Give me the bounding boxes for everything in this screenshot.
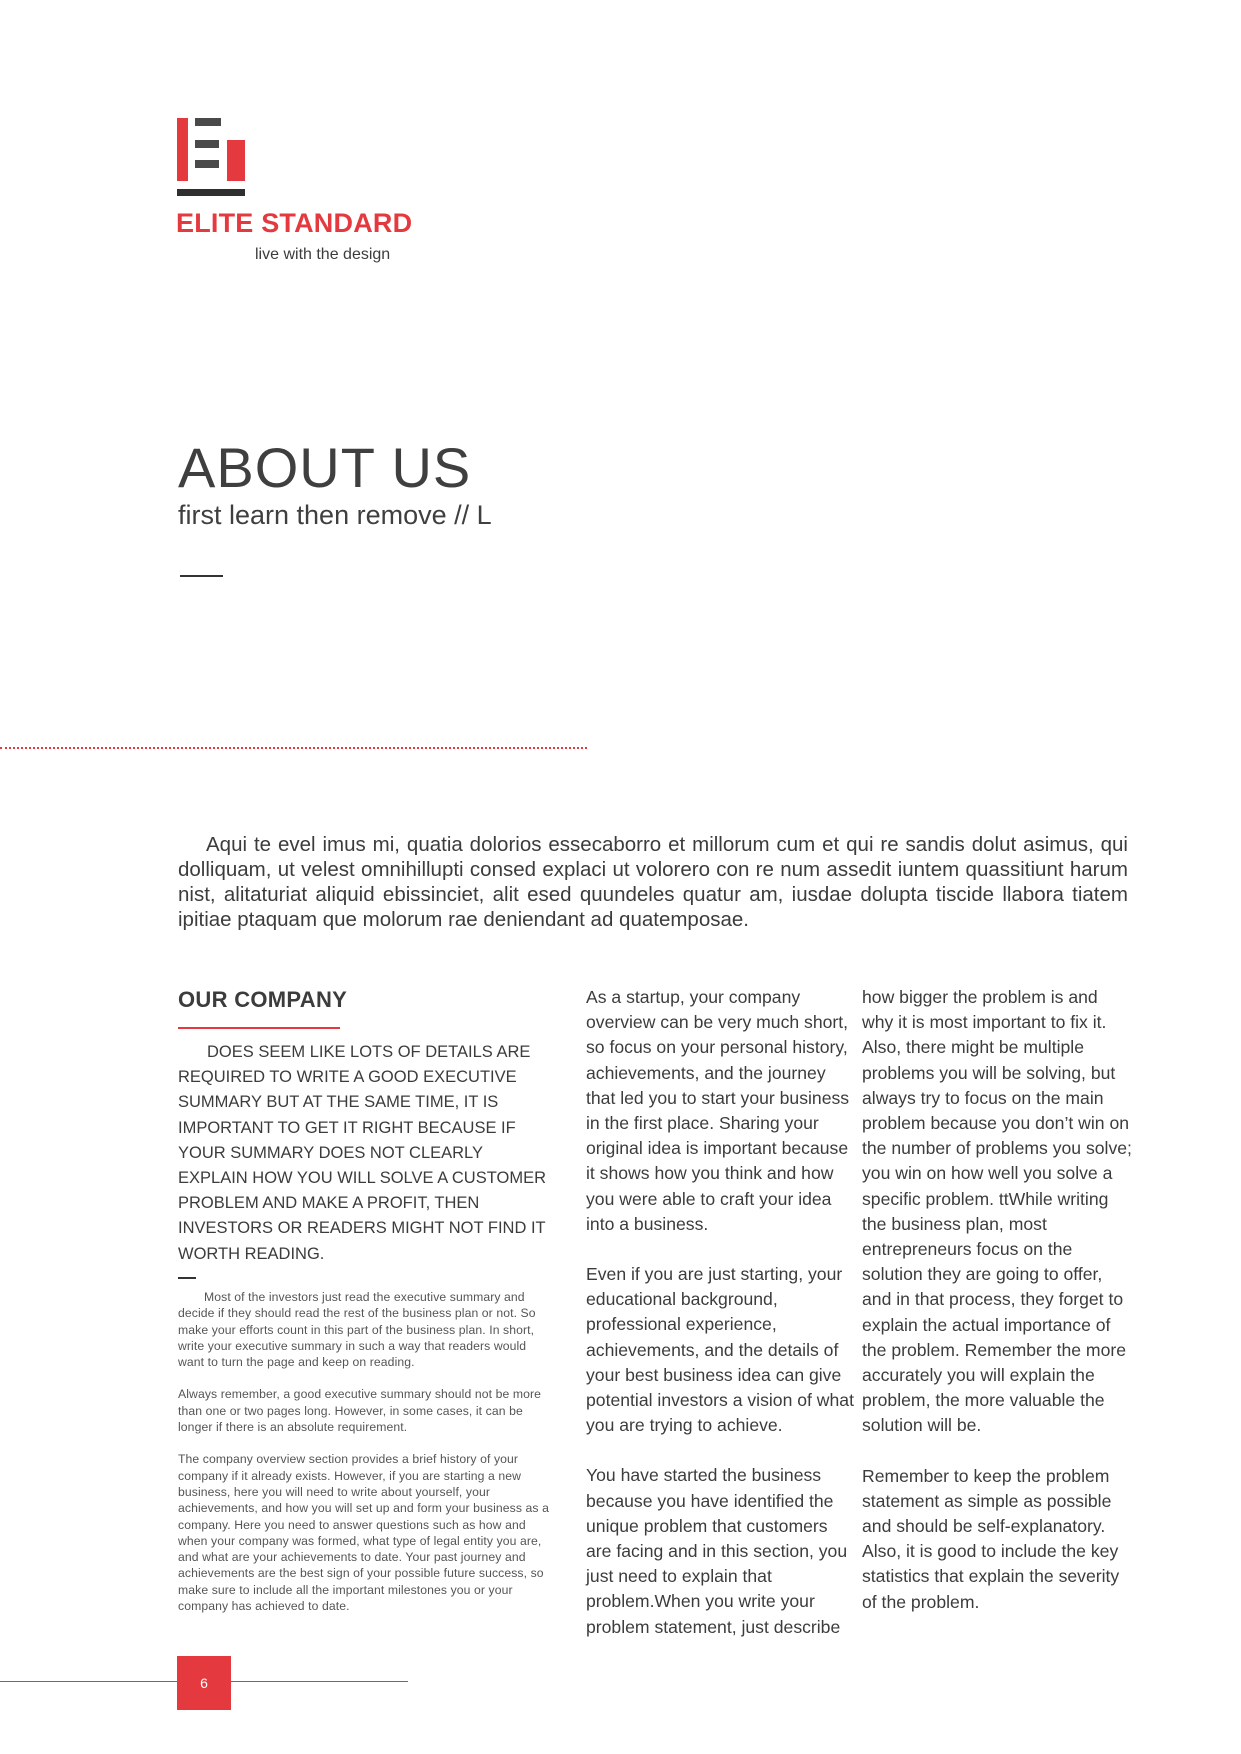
body-paragraph: how bigger the problem is and why it is most important to fix it. Also, there might be multiple problems you will be solving, but always try to focus on the main problem because you don’t win on the number of problems you solve; you win on how well you solve a specific problem. ttWhile writing the business plan, most entrepreneurs focus on the solution they are going to offer, and in that process, they forget to explain the actual importance of the problem. Remember the more accurately you will explain the problem, the more valuable the solution will be. xyxy=(862,987,1132,1436)
body-paragraph: You have started the business because you have identified the unique problem that customers are facing and in this section, you just need to explain that problem.When you write your problem statement, just describe xyxy=(586,1465,848,1637)
dotted-divider xyxy=(0,747,587,749)
note-paragraph: The company overview section provides a brief history of your company if it already exists. However, if you are starting a new business, here you will need to write about yourself, your achievements, and how you will set up and form your business as a company. Here you need to answer questions such as how and when your company was formed, what type of legal entity you are, and what are your achievements to date. Your past journey and achievements are the best sign of your possible future success, so make sure to include all the important milestones you or your company has achieved to date. xyxy=(178,1452,549,1614)
body-paragraph: As a startup, your company overview can be very much short, so focus on your personal history, achievements, and the journey that led you to start your business in the first place. Sharing your original idea is important because it shows how you think and how you were able to craft your idea into a business. xyxy=(586,987,850,1234)
elite-standard-logo-icon xyxy=(177,118,245,197)
note-paragraph: Always remember, a good executive summary should not be more than one or two pages long. However, in some cases, it can be longer if there is an absolute requirement. xyxy=(178,1387,541,1435)
title-divider xyxy=(180,575,223,577)
page-subtitle: first learn then remove // L xyxy=(178,500,492,530)
body-paragraph: Even if you are just starting, your educational background, professional experience, achievements, and the details of your best business idea can give potential investors a vision of what you are trying to achieve. xyxy=(586,1264,854,1436)
brand-name: ELITE STANDARD xyxy=(176,208,413,238)
brand-tagline: live with the design xyxy=(255,246,391,263)
company-lead-paragraph: DOES SEEM LIKE LOTS OF DETAILS ARE REQUIRED TO WRITE A GOOD EXECUTIVE SUMMARY BUT AT THE SAME TIME, IT IS IMPORTANT TO GET IT RIGHT BECAUSE IF YOUR SUMMARY DOES NOT CLEARLY EXPLAIN HOW YOU WILL SOLVE A CUSTOMER PROBLEM AND MAKE A PROFIT, THEN INVESTORS OR READERS MIGHT NOT FIND IT WORTH READING. xyxy=(178,1043,546,1263)
body-paragraph: Remember to keep the problem statement as simple as possible and should be self-explanatory. Also, it is good to include the key statistics that explain the severity of the problem. xyxy=(862,1465,1120,1612)
page-number-badge xyxy=(177,1656,231,1710)
text-column-three xyxy=(862,985,1132,1640)
section-heading: OUR COMPANY xyxy=(178,987,348,1012)
text-column-two xyxy=(586,985,854,1665)
notes-divider xyxy=(178,1277,196,1279)
note-paragraph: Most of the investors just read the executive summary and decide if they should read the rest of the business plan or not. So make your efforts count in this part of the business plan. In short, write your executive summary in such a way that readers would want to turn the page and keep on reading. xyxy=(178,1290,536,1370)
section-heading-underline xyxy=(178,1027,340,1029)
page-title: ABOUT US xyxy=(178,436,472,499)
company-notes xyxy=(178,1289,554,1630)
page-number: 6 xyxy=(200,1675,208,1691)
intro-paragraph: Aqui te evel imus mi, quatia dolorios essecaborro et millorum cum et qui re sandis dolut asimus, qui dolliquam, ut velest omnihillupti consed explaci ut volorero con re num assedit iuntem quassitiunt harum nist, alitaturiat aliquid ebissinciet, alit esed quundeles quatur am, iusdae dolupta tiscide llabora tiatem ipitiae ptaquam que molorum rae deniendant ad quatemposae. xyxy=(178,833,1128,931)
